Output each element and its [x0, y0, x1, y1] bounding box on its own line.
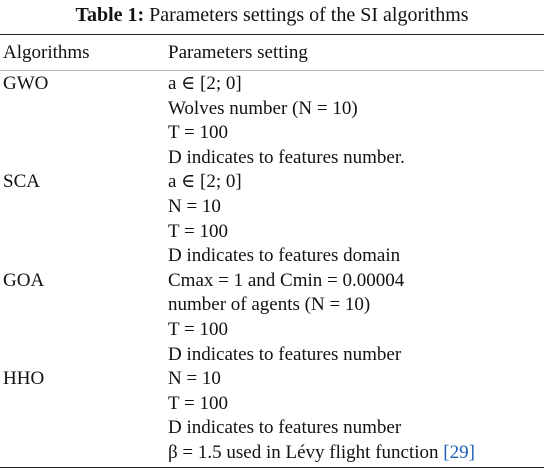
parameter-line: T = 100: [168, 318, 228, 340]
parameter-line: N = 10: [168, 368, 221, 390]
algorithm-name: HHO: [3, 368, 45, 390]
table-header-row: [0, 35, 544, 70]
parameter-line: N = 10: [168, 195, 221, 217]
parameter-cell: [168, 70, 544, 170]
parameter-line: Wolves number (N = 10): [168, 97, 358, 119]
parameter-line: T = 100: [168, 122, 228, 144]
parameter-line: D indicates to features domain: [168, 245, 401, 267]
table-row-goa: [0, 269, 544, 367]
header-algorithms: Algorithms: [3, 42, 90, 63]
table-row-hho: [0, 367, 544, 465]
parameter-line: D indicates to features number: [168, 343, 402, 365]
table-caption-text: Parameters settings of the SI algorithms: [149, 4, 469, 26]
parameter-cell: [168, 170, 544, 268]
header-parameters-setting: Parameters setting: [168, 42, 308, 63]
parameter-line: a ∈ [2; 0]: [168, 73, 242, 94]
parameter-line: T = 100: [168, 392, 228, 414]
parameter-line-text: β = 1.5 used in Lévy flight function: [168, 441, 439, 463]
table-caption: [0, 2, 544, 28]
table-caption-label: Table 1:: [75, 4, 145, 26]
parameter-cell: [168, 269, 544, 367]
algorithm-name: GOA: [3, 269, 45, 291]
parameter-cell: [168, 367, 544, 465]
algorithm-name: GWO: [3, 73, 49, 94]
parameter-line: a ∈ [2; 0]: [168, 171, 242, 193]
parameter-line-with-citation: [168, 441, 544, 466]
parameters-table: [0, 35, 544, 466]
parameter-line: D indicates to features number: [168, 417, 402, 439]
algorithm-name: SCA: [3, 171, 40, 193]
parameter-line: number of agents (N = 10): [168, 294, 371, 316]
parameter-line: Cmax = 1 and Cmin = 0.00004: [168, 269, 405, 291]
parameter-line: D indicates to features number.: [168, 146, 405, 168]
table-row-sca: [0, 170, 544, 268]
parameter-line: T = 100: [168, 220, 228, 242]
citation-link[interactable]: [29]: [443, 441, 475, 463]
table-bottom-rule: [0, 467, 544, 468]
table-row-gwo: [0, 70, 544, 170]
